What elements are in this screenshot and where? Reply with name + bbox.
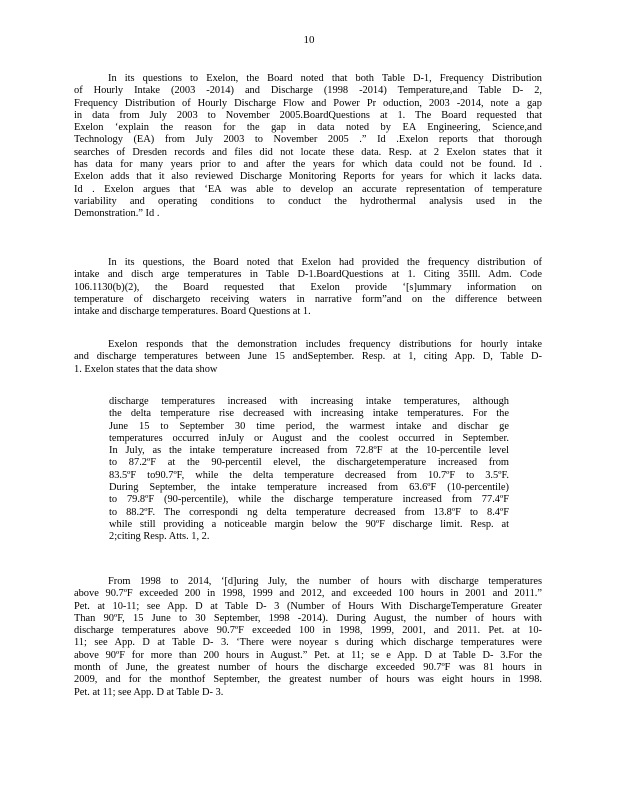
paragraph-data-gap: [74, 73, 542, 221]
text-line: Exelon responds that the demonstration includes frequency distributions for hourly intake: [108, 339, 542, 350]
text-line: intake and discharge temperatures. Board Questions at 1.: [74, 306, 311, 318]
page-number: 10: [303, 34, 315, 46]
text-line: Demonstration.” Id .: [74, 208, 160, 220]
text-line: in data from July 2003 to November 2005.BoardQuestions at 1. The Board requested that: [74, 109, 542, 121]
text-line: variability and operating conditions to conduct the hydrothermal analysis used in the: [74, 195, 542, 207]
text-line: to 88.2ºF. The correspondi ng delta temperature decreased from 13.8ºF to 8.4ºF: [109, 506, 509, 518]
text-line: to 87.2ºF at the 90-percentil elevel, the dischargetemperature increased from: [109, 457, 509, 469]
text-line: 11; see App. D at Table D- 3. ‘There were noyear s during which discharge temperatures were: [74, 637, 542, 649]
text-line: From 1998 to 2014, ‘[d]uring July, the number of hours with discharge temperatures: [108, 576, 542, 587]
text-line: Frequency Distribution of Hourly Discharge Flow and Power Pr oduction, 2003 -2014, note a gap: [74, 97, 542, 109]
text-line: Exelon ‘explain the reason for the gap in data noted by EA Engineering, Science,and: [74, 122, 542, 134]
text-line: 2;citing Resp. Atts. 1, 2.: [109, 531, 210, 543]
text-line: has data for many years prior to and after the years for which data could not be found. Id .: [74, 159, 542, 171]
text-line: Pet. at 10-11; see App. D at Table D- 3 (Number of Hours With DischargeTemperature Greater: [74, 600, 542, 612]
text-line: the delta temperature rise decreased with increasing intake temperatures. For the: [109, 408, 509, 420]
text-line: Than 90ºF, 15 June to 30 September, 1998 -2014). During August, the number of hours with: [74, 612, 542, 624]
text-line: 83.5ºF to90.7ºF, while the delta temperature decreased from 10.7ºF to 3.5ºF.: [109, 469, 509, 481]
text-line: temperature of dischargeto receiving waters in narrative form”and on the difference between: [74, 293, 542, 305]
text-line: Exelon adds that it also reviewed Discharge Monitoring Reports for years for which it lacks data.: [74, 171, 542, 183]
text-line: above 90.7ºF exceeded 200 in 1998, 1999 and 2012, and exceeded 100 hours in 2001 and 2011.”: [74, 588, 542, 600]
text-line: discharge temperatures above 90.7ºF exceeded 100 in 1998, 1999, 2001, and 2011. Pet. at 10-: [74, 625, 542, 637]
block-quote: [109, 396, 509, 544]
text-line: Pet. at 11; see App. D at Table D- 3.: [74, 686, 224, 698]
text-line: searches of Dresden records and files did not locate these data. Resp. at 2 Exelon states that it: [74, 146, 542, 158]
text-line: intake and disch arge temperatures in Table D-1.BoardQuestions at 1. Citing 35Ill. Adm. Code: [74, 269, 542, 281]
paragraph-board-questions: [74, 257, 542, 318]
text-line: month of June, the greatest number of hours the discharge exceeded 90.7ºF was 81 hours in: [74, 662, 542, 674]
text-line: 106.1130(b)(2), the Board requested that Exelon provide ‘[s]ummary information on: [74, 281, 542, 293]
text-line: 2009, and for the monthof September, the greatest number of hours was eight hours in 1998.: [74, 674, 542, 686]
text-line: 1. Exelon states that the data show: [74, 363, 218, 375]
text-line: During September, the intake temperature increased from 63.6ºF (10-percentile): [109, 482, 509, 494]
text-line: June 15 to September 30 time period, the warmest intake and dischar ge: [109, 420, 509, 432]
text-line: to 79.8ºF (90-percentile), while the discharge temperature increased from 77.4ºF: [109, 494, 509, 506]
text-line: of Hourly Intake (2003 -2014) and Discharge (1998 -2014) Temperature,and Table D- 2,: [74, 85, 542, 97]
text-line: In its questions, the Board noted that Exelon had provided the frequency distribution of: [108, 257, 542, 268]
text-line: above 90ºF for more than 200 hours in August.” Pet. at 11; se e App. D at Table D- 3.For the: [74, 649, 542, 661]
text-line: Technology (EA) from July 2003 to November 2005 .” Id .Exelon reports that thorough: [74, 134, 542, 146]
text-line: while still providing a noticeable margin below the 90ºF discharge limit. Resp. at: [109, 518, 509, 530]
text-line: temperatures occurred inJuly or August and the coolest occurred in September.: [109, 432, 509, 444]
text-line: In its questions to Exelon, the Board noted that both Table D-1, Frequency Distribution: [108, 73, 542, 84]
text-line: and discharge temperatures between June 15 andSeptember. Resp. at 1, citing App. D, Table D-: [74, 351, 542, 363]
text-line: In July, as the intake temperature increased from 72.8ºF at the 10-percentile level: [109, 445, 509, 457]
text-line: discharge temperatures increased with increasing intake temperatures, although: [109, 396, 509, 407]
text-line: Id . Exelon argues that ‘EA was able to develop an accurate representation of temperature: [74, 183, 542, 195]
paragraph-discharge-hours: [74, 576, 542, 699]
paragraph-exelon-response: [74, 339, 542, 376]
